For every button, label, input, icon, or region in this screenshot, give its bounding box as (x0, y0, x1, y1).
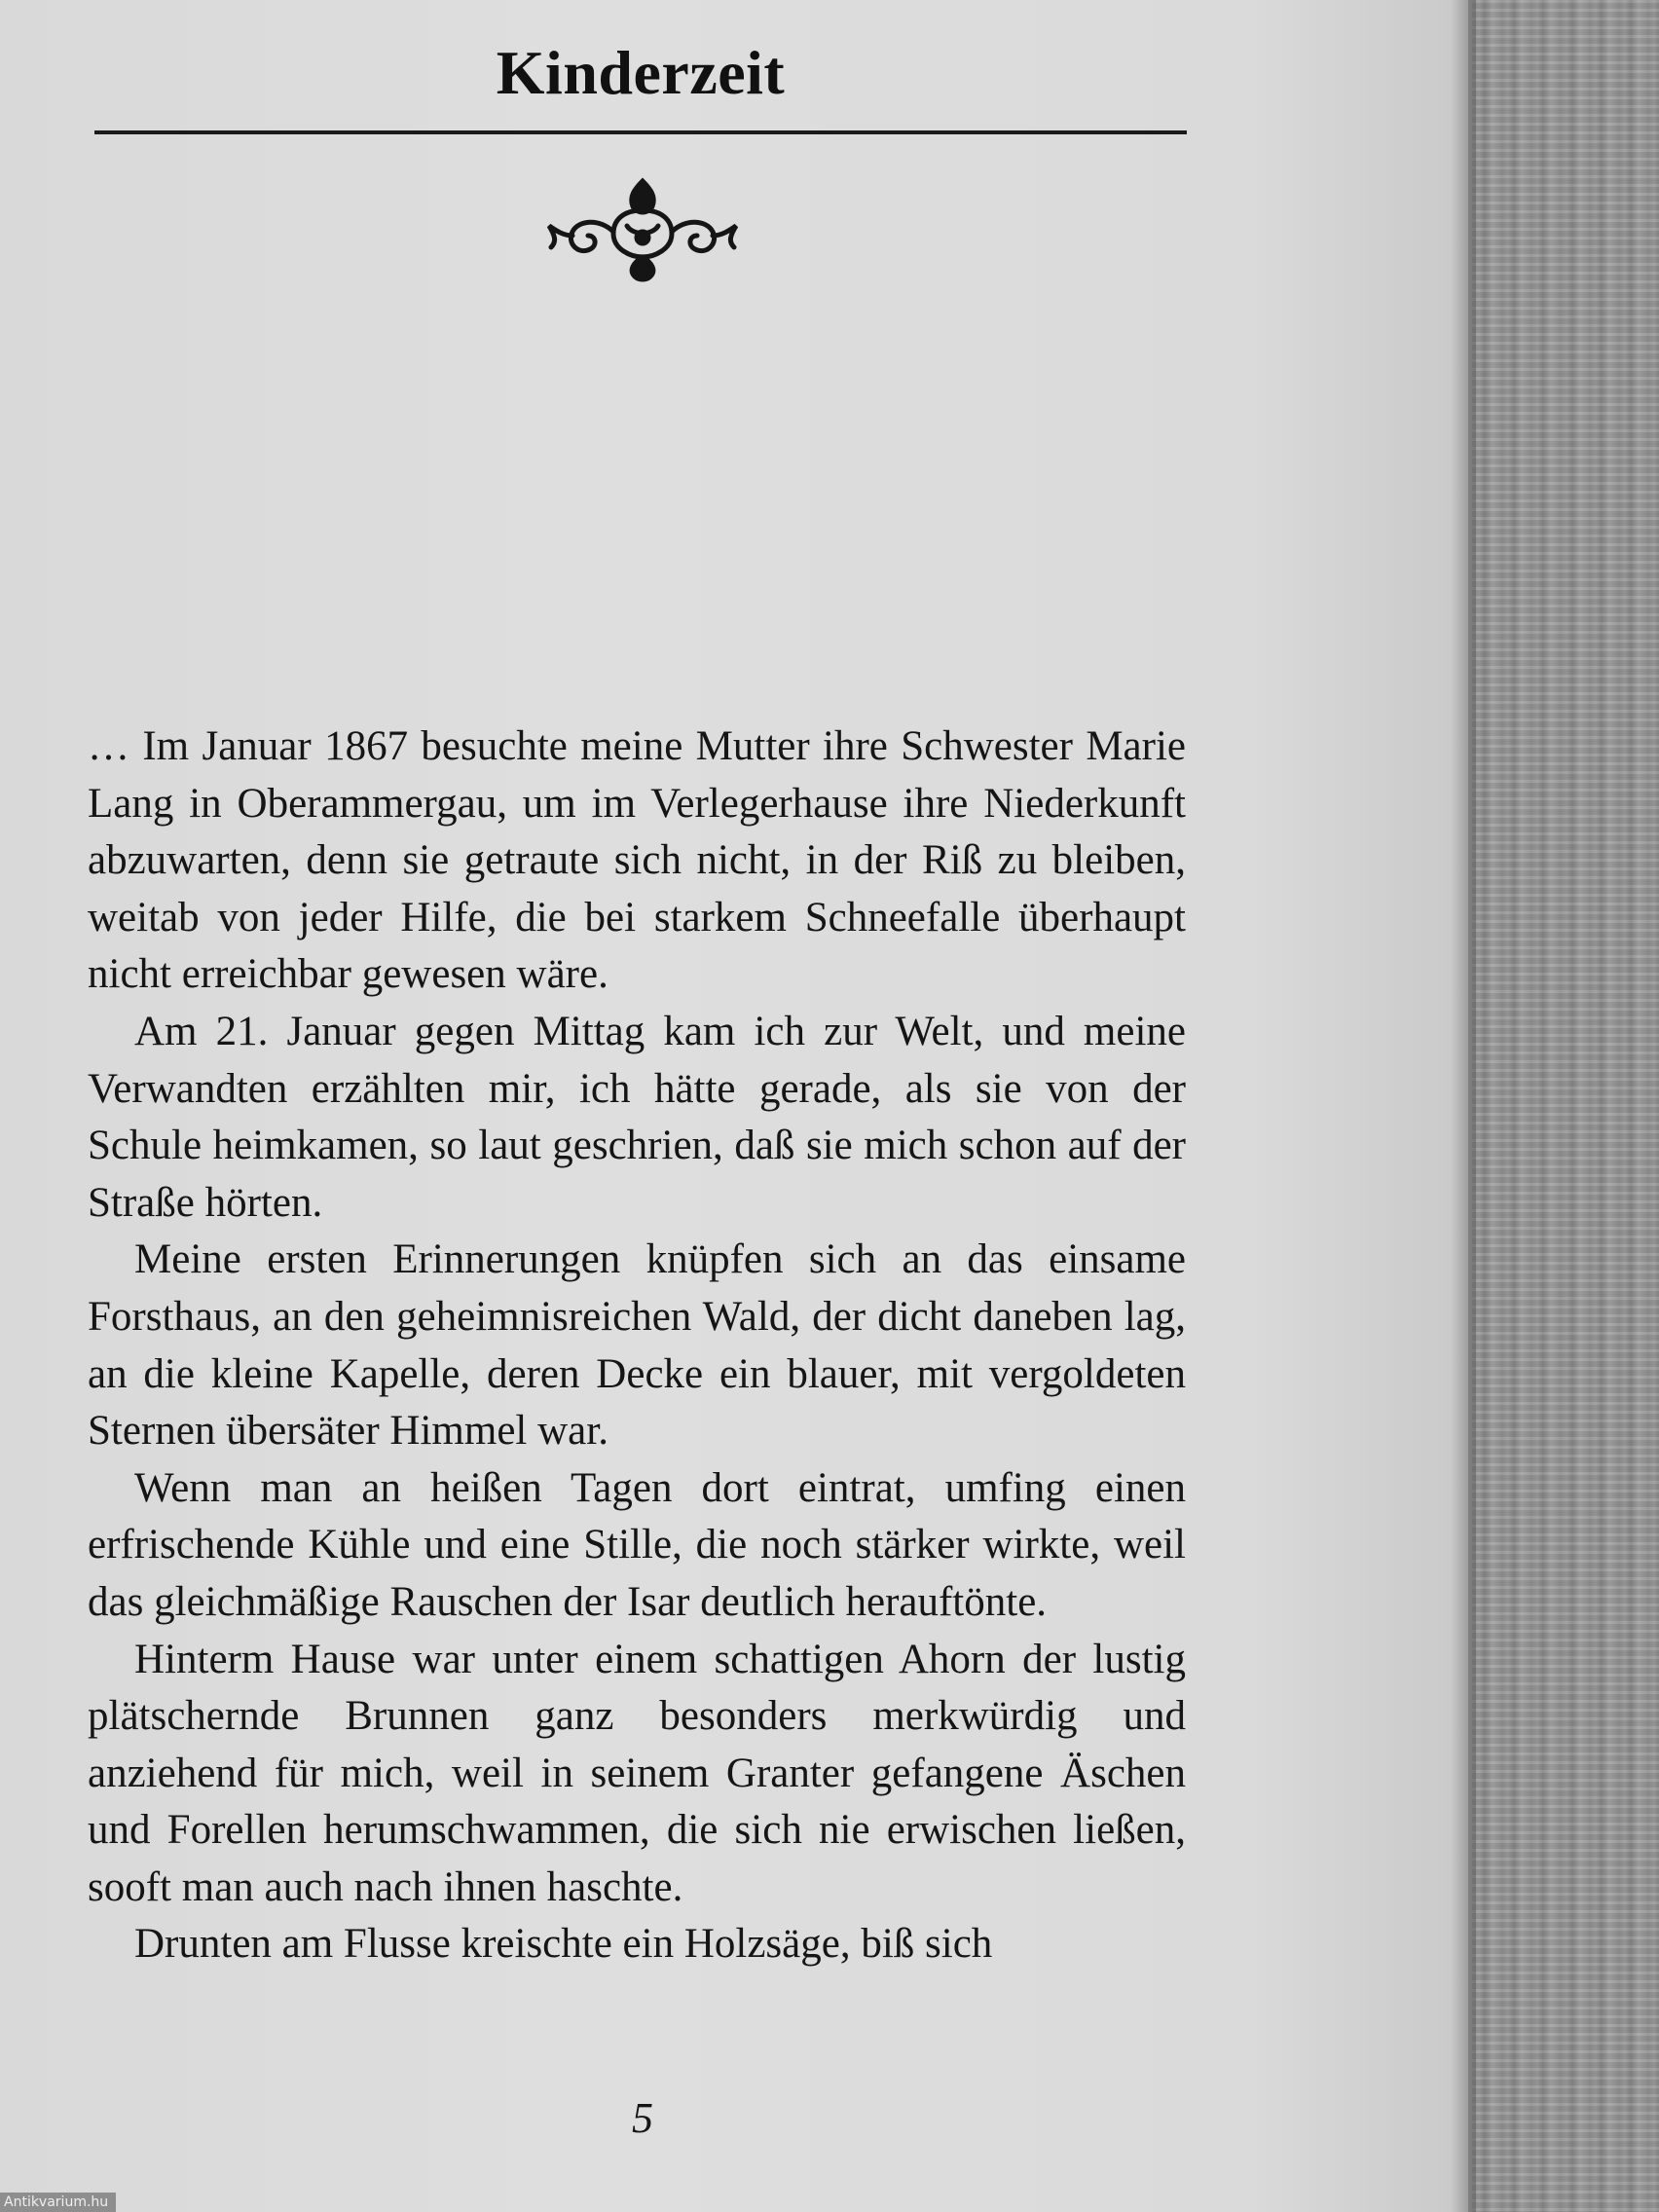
paragraph: Drunten am Flusse kreischte ein Holzsäge, biß sich (134, 1921, 993, 1968)
page-number: 5 (632, 2094, 653, 2142)
paragraph: Hinterm Hause war unter einem schattigen Ahorn der lustig plätschernde Brunnen ganz besonders merkwürdig und anziehend für mich, weil in seinem Granter gefangene Äschen und Forellen herumschwammen, die sich nie erwischen ließen, sooft man auch nach ihnen haschte. (88, 1636, 1186, 1910)
watermark: Antikvarium.hu (0, 2193, 116, 2212)
paragraph: Wenn man an heißen Tagen dort eintrat, umfing einen erfrischende Kühle und eine Stille, die noch stärker wirkte, weil das gleichmäßige Rauschen der Isar deutlich herauftönte. (88, 1464, 1186, 1625)
paragraph: Meine ersten Erinnerungen knüpfen sich an das einsame Forsthaus, an den geheimnisreichen Wald, der dicht daneben lag, an die kleine Kapelle, deren Decke ein blauer, mit vergoldeten Sternen übersäter Himmel war. (88, 1236, 1186, 1455)
fleuron-ornament-icon (545, 167, 740, 282)
paragraph: … Im Januar 1867 besuchte meine Mutter ihre Schwester Marie Lang in Oberammergau, um im Verlegerhause ihre Niederkunft abzuwarten, denn sie getraute sich nicht, in der Riß zu bleiben, weitab von jeder Hilfe, die bei starkem Schneefalle überhaupt nicht erreichbar gewesen wäre. (88, 723, 1186, 998)
chapter-body (88, 719, 1186, 1973)
wood-background (1472, 0, 1659, 2212)
title-rule (94, 130, 1187, 134)
page-edge-shadow (1451, 0, 1476, 2212)
chapter-title: Kinderzeit (496, 38, 786, 107)
paragraph: Am 21. Januar gegen Mittag kam ich zur Welt, und meine Verwandten erzählten mir, ich hätte gerade, als sie von der Schule heimkamen, so laut geschrien, daß sie mich schon auf der Straße hörten. (88, 1008, 1186, 1226)
